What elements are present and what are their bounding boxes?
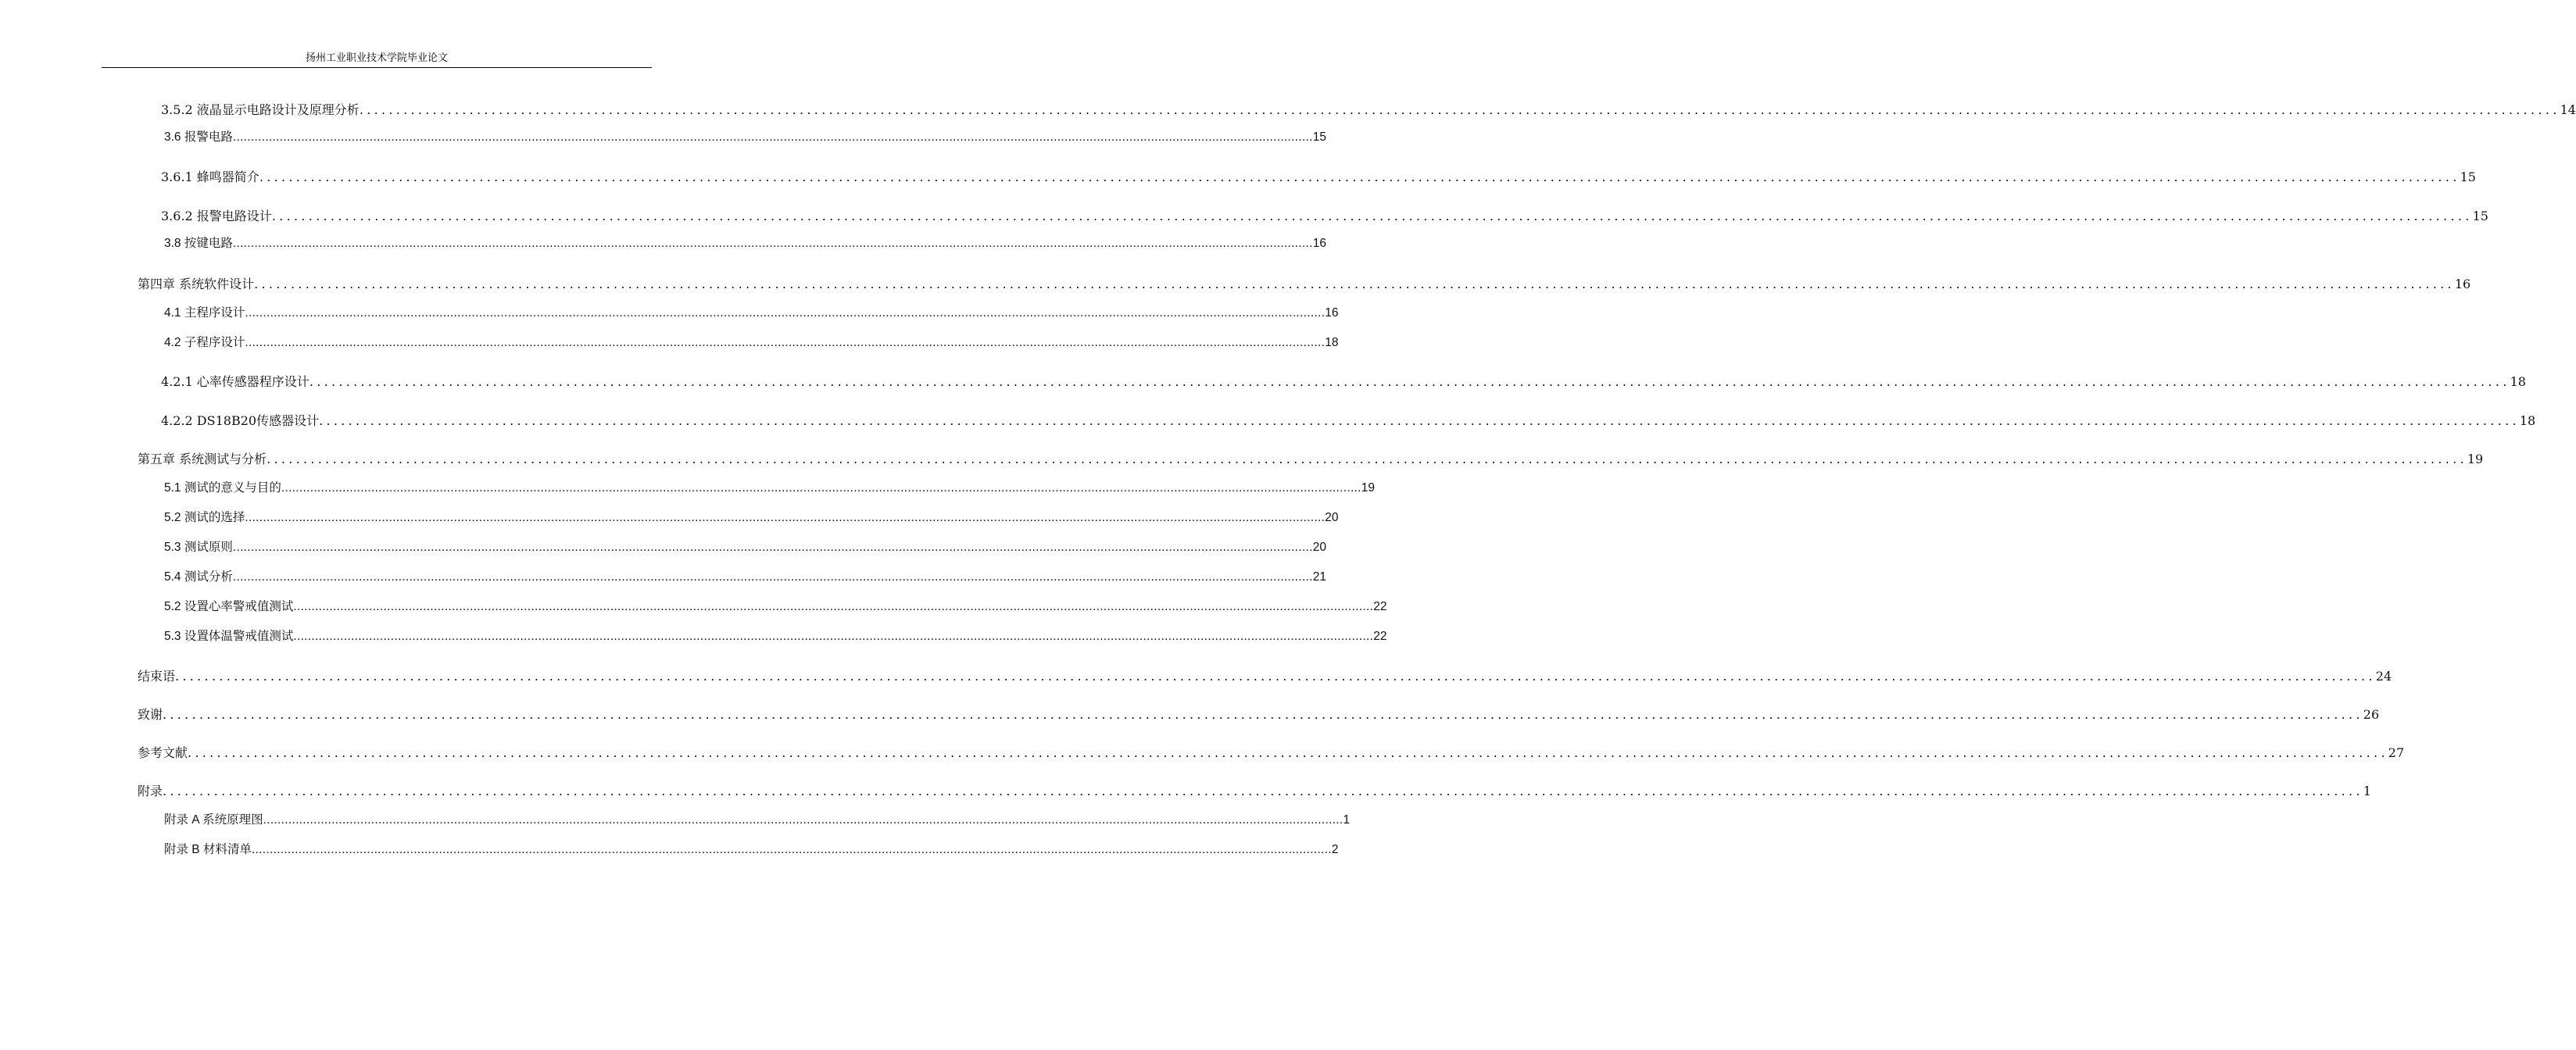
toc-entry[interactable] [164,538,1327,555]
toc-dot-leader: ............................................................................................................................................................................................................................................................................................................ [245,511,1326,524]
toc-entry-page: 15 [2472,209,2488,223]
toc-dot-leader: ............................................................................................................................................................................................................................................................................................................ [259,170,2460,184]
toc-entry-label: 5.3 设置体温警戒值测试 [164,630,294,643]
toc-entry-label: 参考文献 [138,745,188,760]
toc-entry-page: 1 [1343,813,1351,827]
toc-entry-page: 19 [1361,481,1376,495]
toc-dot-leader: ............................................................................................................................................................................................................................................................................................................ [271,209,2473,223]
toc-dot-leader: ............................................................................................................................................................................................................................................................................................................ [245,336,1326,349]
toc-entry-label: 4.2.2 DS18B20传感器设计 [161,413,320,428]
toc-entry[interactable] [164,567,1327,584]
toc-entry[interactable] [161,206,2488,224]
toc-entry-label: 5.3 测试原则 [164,541,233,554]
toc-entry-label: 4.1 主程序设计 [164,306,245,320]
toc-dot-leader: ............................................................................................................................................................................................................................................................................................................ [359,102,2560,117]
toc-entry[interactable] [138,666,2392,684]
toc-entry[interactable] [161,167,2476,185]
toc-dot-leader: ............................................................................................................................................................................................................................................................................................................ [232,541,1313,554]
toc-entry[interactable] [138,449,2484,467]
toc-entry-label: 结束语 [138,669,176,684]
toc-entry-page: 18 [2510,374,2526,389]
toc-entry-page: 19 [2467,452,2484,466]
toc-entry-label: 附录 [138,784,163,798]
toc-entry-label: 致谢 [138,707,163,722]
toc-entry[interactable] [164,333,1339,350]
toc-dot-leader: ............................................................................................................................................................................................................................................................................................................ [163,784,2363,798]
toc-dot-leader: ............................................................................................................................................................................................................................................................................................................ [293,630,1374,643]
toc-entry-page: 24 [2375,669,2392,684]
toc-dot-leader: ............................................................................................................................................................................................................................................................................................................ [232,130,1313,144]
toc-entry[interactable] [138,274,2471,292]
toc-entry-page: 16 [1312,237,1327,250]
toc-dot-leader: ............................................................................................................................................................................................................................................................................................................ [188,745,2388,760]
toc-entry-page: 15 [1312,130,1327,144]
toc-entry-page: 1 [2363,784,2371,798]
toc-entry[interactable] [164,810,1351,827]
toc-entry-label: 3.6.1 蜂鸣器简介 [161,170,259,184]
toc-entry[interactable] [164,234,1327,251]
toc-entry-page: 22 [1373,600,1387,613]
toc-entry-page: 22 [1373,630,1387,643]
toc-entry-page: 18 [2519,413,2536,428]
toc-dot-leader: ............................................................................................................................................................................................................................................................................................................ [293,600,1374,613]
toc-entry[interactable] [164,840,1339,857]
toc-dot-leader: ............................................................................................................................................................................................................................................................................................................ [319,413,2520,428]
toc-entry[interactable] [164,478,1376,495]
toc-dot-leader: ............................................................................................................................................................................................................................................................................................................ [309,374,2510,389]
toc-entry-page: 20 [1312,541,1327,554]
page-header: 扬州工业职业技术学院毕业论文 [102,50,652,68]
toc-entry[interactable] [138,705,2380,723]
toc-entry-label: 附录 A 系统原理图 [164,813,263,827]
toc-entry-label: 3.6.2 报警电路设计 [161,209,272,223]
toc-dot-leader: ............................................................................................................................................................................................................................................................................................................ [175,669,2376,684]
toc-entry-label: 5.2 测试的选择 [164,511,245,524]
toc-entry[interactable] [164,508,1339,525]
toc-entry-page: 26 [2363,707,2380,722]
toc-entry-page: 21 [1312,570,1327,584]
toc-entry-page: 27 [2388,745,2405,760]
toc-entry-label: 4.2.1 心率传感器程序设计 [161,374,309,389]
toc-entry-page: 15 [2460,170,2476,184]
toc-dot-leader: ............................................................................................................................................................................................................................................................................................................ [232,570,1313,584]
toc-entry-label: 5.2 设置心率警戒值测试 [164,600,294,613]
toc-dot-leader: ............................................................................................................................................................................................................................................................................................................ [267,452,2467,466]
toc-entry-page: 18 [1325,336,1339,349]
toc-entry-label: 第五章 系统测试与分析 [138,452,267,466]
toc-dot-leader: ............................................................................................................................................................................................................................................................................................................ [232,237,1313,250]
toc-entry-label: 3.8 按键电路 [164,237,233,250]
toc-entry-label: 3.5.2 液晶显示电路设计及原理分析 [161,102,360,117]
toc-entry-page: 16 [1325,306,1339,320]
toc-entry[interactable] [164,303,1339,320]
toc-entry-label: 4.2 子程序设计 [164,336,245,349]
toc-entry[interactable] [164,127,1327,145]
toc-dot-leader: ............................................................................................................................................................................................................................................................................................................ [245,306,1326,320]
toc-entry-page: 16 [2454,277,2471,291]
toc-entry[interactable] [161,100,2576,118]
toc-dot-leader: ............................................................................................................................................................................................................................................................................................................ [281,481,1361,495]
toc-entry[interactable] [164,627,1387,644]
toc-entry-label: 5.4 测试分析 [164,570,233,584]
toc-entry[interactable] [164,597,1387,614]
toc-entry[interactable] [138,743,2405,761]
toc-entry-page: 14 [2560,102,2576,117]
toc-entry[interactable] [138,781,2371,799]
toc-dot-leader: ............................................................................................................................................................................................................................................................................................................ [163,707,2363,722]
toc-entry[interactable] [161,372,2526,390]
toc-entry-page: 20 [1325,511,1339,524]
toc-dot-leader: ............................................................................................................................................................................................................................................................................................................ [251,843,1332,856]
toc-entry[interactable] [161,411,2536,429]
toc-entry-page: 2 [1331,843,1339,856]
toc-dot-leader: ............................................................................................................................................................................................................................................................................................................ [263,813,1343,827]
toc-entry-label: 3.6 报警电路 [164,130,233,144]
toc-dot-leader: ............................................................................................................................................................................................................................................................................................................ [254,277,2455,291]
toc-entry-label: 5.1 测试的意义与目的 [164,481,281,495]
toc-entry-label: 附录 B 材料清单 [164,843,252,856]
toc-entry-label: 第四章 系统软件设计 [138,277,255,291]
